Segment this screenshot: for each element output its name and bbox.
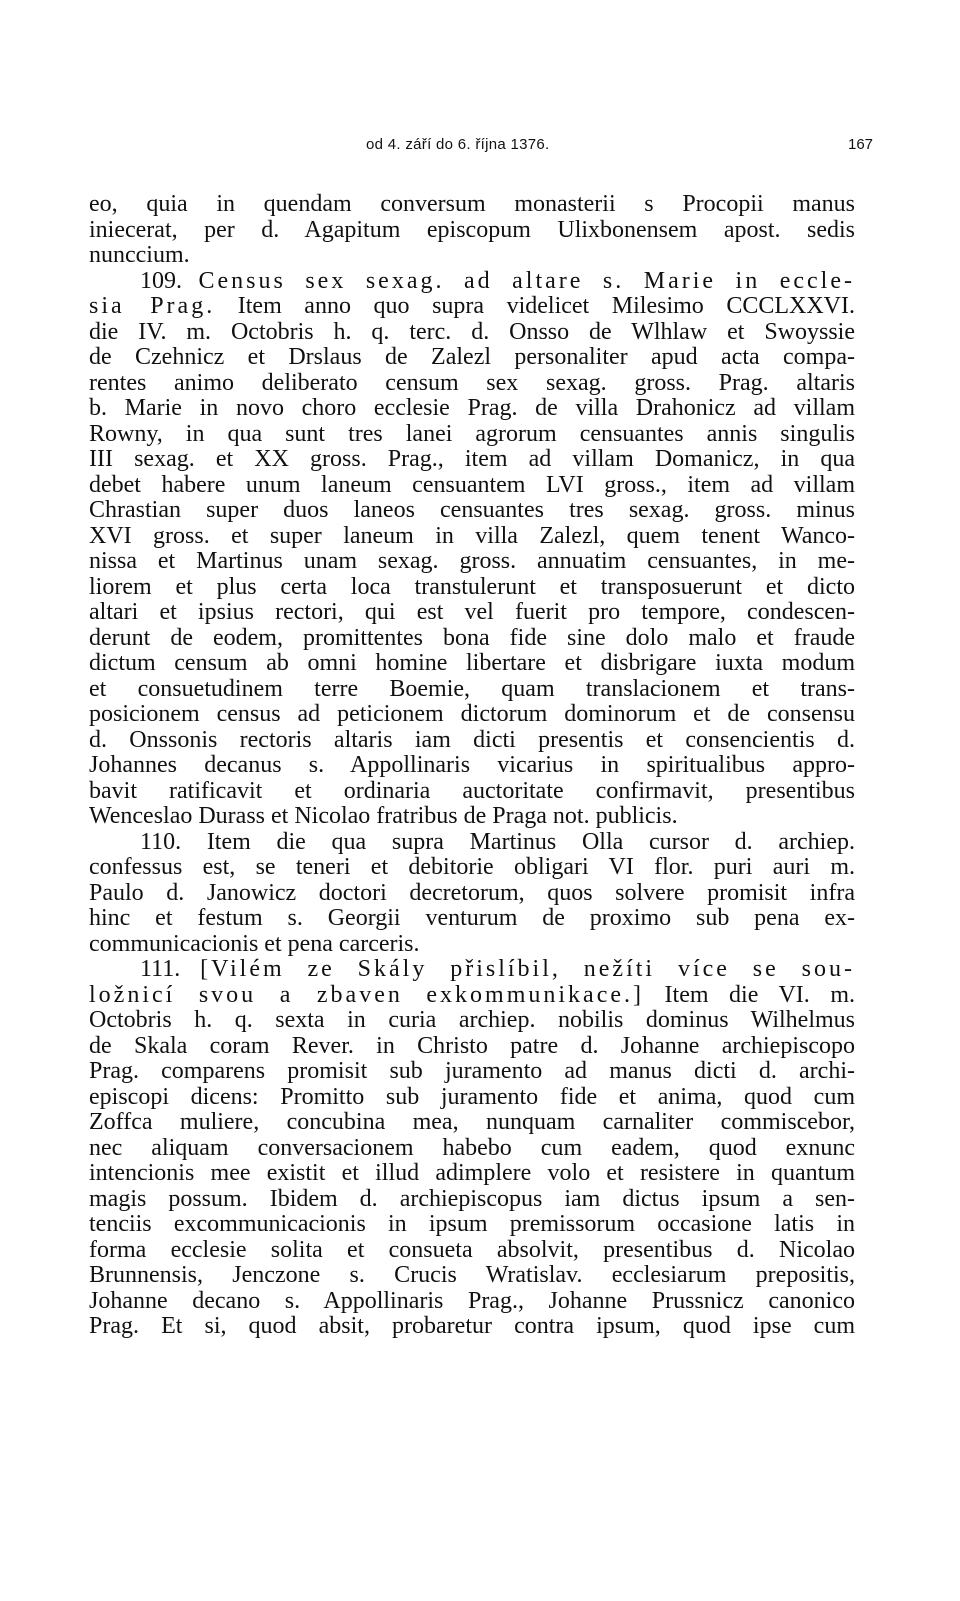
line-text: derunt de eodem, promittentes bona fide sine dolo malo et fraude (89, 624, 855, 651)
line-text: 109. (140, 267, 199, 294)
line-text: nissa et Martinus unam sexag. gross. annuatim censuantes, in me- (89, 548, 855, 574)
line-text: magis possum. Ibidem d. archiepiscopus iam dictus ipsum a sen- (89, 1185, 855, 1212)
line-text: de Czehnicz et Drslaus de Zalezl personaliter apud acta compa- (89, 344, 855, 370)
line-text: Brunnensis, Jenczone s. Crucis Wratislav. ecclesiarum prepositis, (89, 1262, 855, 1288)
text-line (89, 1161, 855, 1187)
line-text: Prag. comparens promisit sub juramento ad manus dicti d. archi- (89, 1058, 855, 1084)
line-text: Item die VI. m. (644, 981, 855, 1008)
text-line (89, 906, 855, 932)
text-line (89, 473, 855, 499)
line-text: Chrastian super duos laneos censuantes tres sexag. gross. minus (89, 497, 855, 523)
spaced-heading-text: Census sex sexag. ad altare s. Marie in eccle- (198, 267, 855, 294)
text-line (89, 1034, 855, 1060)
line-text: forma ecclesie solita et consueta absolvit, presentibus d. Nicolao (89, 1236, 855, 1263)
line-text: Zoffca muliere, concubina mea, nunquam carnaliter commiscebor, (89, 1109, 855, 1135)
line-text: 110. Item die qua supra Martinus Olla cursor d. archiep. (140, 828, 855, 855)
line-text: Wenceslao Durass et Nicolao fratribus de Praga not. publicis. (89, 803, 678, 829)
text-line (89, 524, 855, 550)
spaced-heading-text: sia Prag. (89, 293, 216, 319)
text-line (89, 345, 855, 371)
line-text: b. Marie in novo choro ecclesie Prag. de villa Drahonicz ad villam (89, 395, 855, 421)
line-text: bavit ratificavit et ordinaria auctoritate confirmavit, presentibus (89, 777, 855, 804)
line-text: nec aliquam conversacionem habebo cum eadem, quod exnunc (89, 1134, 855, 1161)
text-line (89, 1059, 855, 1085)
text-line (89, 396, 855, 422)
text-line (89, 294, 855, 320)
text-line (89, 677, 855, 703)
line-text: de Skala coram Rever. in Christo patre d. Johanne archiepiscopo (89, 1032, 855, 1059)
text-line (89, 881, 855, 907)
text-line (89, 320, 855, 346)
line-text: Johannes decanus s. Appollinaris vicarius in spiritualibus appro- (89, 752, 855, 778)
line-text: debet habere unum laneum censuantem LVI gross., item ad villam (89, 471, 855, 498)
spaced-heading-text: [Vilém ze Skály přislíbil, nežíti více se sou- (200, 956, 855, 982)
text-line (89, 1314, 855, 1340)
text-line (89, 932, 855, 958)
body-text (89, 192, 855, 1340)
line-text: episcopi dicens: Promitto sub juramento fide et anima, quod cum (89, 1083, 855, 1110)
line-text: hinc et festum s. Georgii venturum de proximo sub pena ex- (89, 905, 855, 931)
spaced-heading-text: ložnicí svou a zbaven exkommunikace.] (89, 981, 644, 1008)
line-text: dictum censum ab omni homine libertare et disbrigare iuxta modum (89, 650, 855, 676)
text-line (89, 600, 855, 626)
text-line (89, 1212, 855, 1238)
line-text: III sexag. et XX gross. Prag., item ad villam Domanicz, in qua (89, 446, 855, 472)
text-line (89, 498, 855, 524)
line-text: posicionem census ad peticionem dictorum dominorum et de consensu (89, 701, 855, 727)
text-line (89, 957, 855, 983)
text-line (89, 422, 855, 448)
line-text: Octobris h. q. sexta in curia archiep. nobilis dominus Wilhelmus (89, 1007, 855, 1033)
line-text: rentes animo deliberato censum sex sexag. gross. Prag. altaris (89, 369, 855, 396)
text-line (89, 626, 855, 652)
line-text: XVI gross. et super laneum in villa Zalezl, quem tenent Wanco- (89, 522, 855, 549)
text-line (89, 728, 855, 754)
text-line (89, 1289, 855, 1315)
text-line (89, 192, 855, 218)
line-text: confessus est, se teneri et debitorie obligari VI flor. puri auri m. (89, 854, 855, 880)
text-line (89, 702, 855, 728)
line-text: intencionis mee existit et illud adimplere volo et resistere in quantum (89, 1160, 855, 1186)
text-line (89, 804, 855, 830)
text-line (89, 983, 855, 1009)
line-text: Prag. Et si, quod absit, probaretur contra ipsum, quod ipse cum (89, 1313, 855, 1339)
line-text: die IV. m. Octobris h. q. terc. d. Onsso de Wlhlaw et Swoyssie (89, 318, 855, 345)
text-line (89, 651, 855, 677)
text-line (89, 575, 855, 601)
running-title: od 4. září do 6. října 1376. (366, 136, 550, 153)
text-line (89, 371, 855, 397)
text-line (89, 218, 855, 244)
text-line (89, 243, 855, 269)
line-text: eo, quia in quendam conversum monasterii s Procopii manus (89, 191, 855, 217)
text-line (89, 779, 855, 805)
text-line (89, 1263, 855, 1289)
text-line (89, 855, 855, 881)
line-text: iniecerat, per d. Agapitum episcopum Ulixbonensem apost. sedis (89, 216, 855, 243)
running-head (0, 136, 960, 160)
line-text: Johanne decano s. Appollinaris Prag., Johanne Prussnicz canonico (89, 1287, 855, 1314)
line-text: Item anno quo supra videlicet Milesimo CCCLXXVI. (215, 293, 856, 319)
line-text: et consuetudinem terre Boemie, quam translacionem et trans- (89, 675, 855, 702)
line-text: liorem et plus certa loca transtulerunt et transposuerunt et dicto (89, 573, 855, 600)
text-line (89, 1238, 855, 1264)
line-text: 111. (140, 956, 201, 982)
line-text: tenciis excommunicacionis in ipsum premissorum occasione latis in (89, 1211, 855, 1237)
line-text: Rowny, in qua sunt tres lanei agrorum censuantes annis singulis (89, 420, 855, 447)
text-line (89, 1187, 855, 1213)
text-line (89, 753, 855, 779)
text-line (89, 447, 855, 473)
line-text: nunccium. (89, 242, 190, 268)
text-line (89, 1136, 855, 1162)
text-line (89, 549, 855, 575)
text-line (89, 830, 855, 856)
text-line (89, 1085, 855, 1111)
line-text: communicacionis et pena carceris. (89, 930, 420, 957)
line-text: Paulo d. Janowicz doctori decretorum, quos solvere promisit infra (89, 879, 855, 906)
page-number: 167 (848, 136, 874, 153)
text-line (89, 269, 855, 295)
line-text: altari et ipsius rectori, qui est vel fuerit pro tempore, condescen- (89, 599, 855, 625)
text-line (89, 1110, 855, 1136)
text-line (89, 1008, 855, 1034)
line-text: d. Onssonis rectoris altaris iam dicti presentis et consencientis d. (89, 726, 855, 753)
